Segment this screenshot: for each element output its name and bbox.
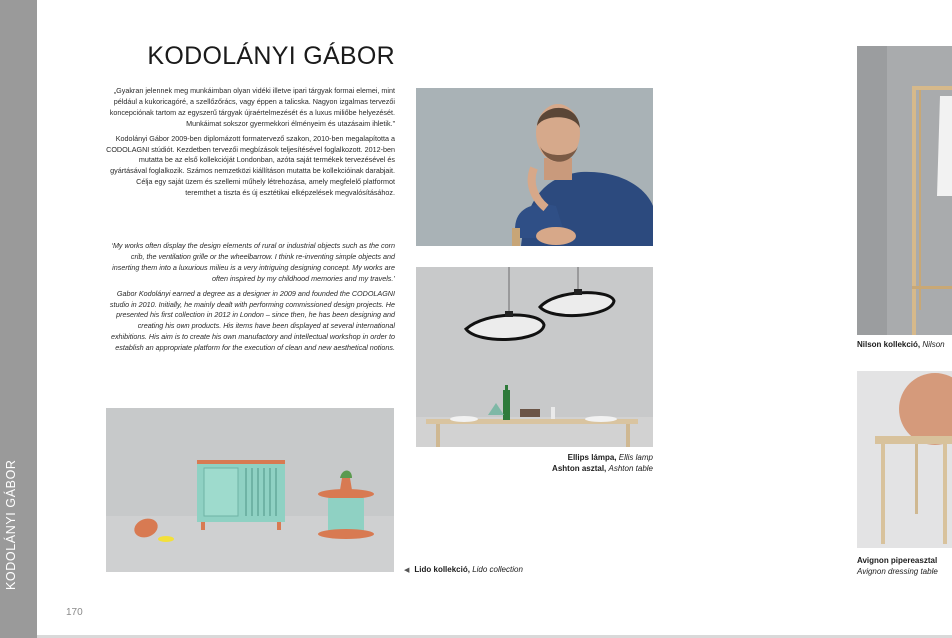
lido-caption	[404, 564, 523, 576]
ellips-lamp-photo	[416, 267, 653, 447]
english-text-block	[104, 241, 395, 358]
avignon-caption-hu: Avignon pipereasztal	[857, 556, 938, 565]
designer-portrait-photo	[416, 88, 653, 246]
triangle-left-icon: ◀	[404, 567, 410, 574]
lamp-caption-en: Ellis lamp	[618, 453, 653, 462]
lamp-caption-hu: Ellips lámpa,	[567, 453, 617, 462]
lido-collection-photo	[106, 408, 394, 572]
english-quote: ‘My works often display the design elements of rural or industrial objects such as the corn crib, the ventilation grille or the wheelbarrow. I think re-inventing simple objects and inserting them into a luxurious milieu is a very intriguing designing concept. My works are often inspired by my childhood memories and my travels.’	[111, 241, 395, 283]
english-bio: Gabor Kodolányi earned a degree as a designer in 2009 and founded the CODOLAGNI studio in 2010. Initially, he mainly dealt with performing commissioned design projects. He presented his first collection in 2012 in London – since then, he has been designing and creating his own products. His items have been displayed at several international exhibitions. His aim is to create his own manufactory and intellectual workshop in order to establish an appropriate platform for the execution of clean and new aesthetical notions.	[109, 288, 395, 353]
lido-caption-hu: Lido kollekció,	[414, 565, 470, 574]
nilson-caption	[857, 339, 945, 350]
avignon-dressing-table-photo	[857, 371, 952, 548]
spine-label: KODOLÁNYI GÁBOR	[4, 459, 18, 590]
table-caption-en: Ashton table	[608, 464, 653, 473]
page-number: 170	[66, 607, 83, 618]
hungarian-bio: Kodolányi Gábor 2009-ben diplomázott formatervező szakon, 2010-ben megalapította a CODOLAGNI stúdiót. Kezdetben tervezői megbízások teljesítésével foglalkozott. 2012-ben mutatta be az első kollekcióját Londonban, azóta saját termékek tervezésével és gyártásával foglalkozik. Számos nemzetközi kiállításon mutatta be kollekcióinak darabjait. Célja egy saját üzem és szellemi műhely létrehozása, amely megfelelő platformot teremthet a tiszta és új esztétikai elképzelések megvalósításához.	[106, 133, 395, 198]
nilson-caption-en: Nilson	[922, 340, 945, 349]
hungarian-quote: „Gyakran jelennek meg munkáimban olyan vidéki illetve ipari tárgyak formai elemei, mint például a kukoricagóré, a szellőzőrács, vagy éppen a talicska. Nagyon izgalmas tervezői koncepciónak tartom az egyszerű tárgyak újraértelmezését és a luxus miliőbe helyezését. Munkáimat sokszor gyermekkori élményeim és utazásaim ihletik.”	[109, 86, 395, 128]
hungarian-text-block	[104, 86, 395, 203]
nilson-caption-hu: Nilson kollekció,	[857, 340, 921, 349]
page-spine	[0, 0, 37, 638]
avignon-caption-en: Avignon dressing table	[857, 567, 938, 576]
lido-caption-en: Lido collection	[472, 565, 523, 574]
lamp-table-caption	[470, 452, 653, 474]
avignon-caption	[857, 555, 938, 577]
page-title: KODOLÁNYI GÁBOR	[147, 42, 395, 70]
table-caption-hu: Ashton asztal,	[552, 464, 607, 473]
nilson-collection-photo	[857, 46, 952, 335]
